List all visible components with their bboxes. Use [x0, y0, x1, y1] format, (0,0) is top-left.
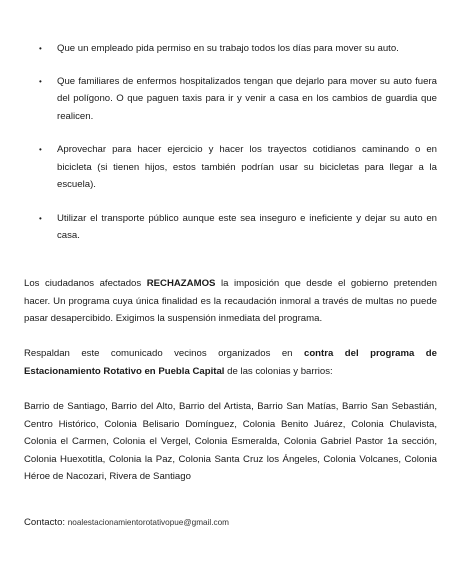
- bullet-text: Que un empleado pida permiso en su trabajo todos los días para mover su auto.: [57, 43, 399, 54]
- contact-line: [24, 514, 437, 532]
- support-text-end: de las colonias y barrios:: [224, 365, 333, 377]
- neighborhoods-list: Barrio de Santiago, Barrio del Alto, Barrio del Artista, Barrio San Matías, Barrio San Sebastián, Centro Histórico, Colonia Belisario Domínguez, Colonia Benito Juárez, Colonia Chulavista, Colonia el Carmen, Colonia el Vergel, Colonia Esmeralda, Colonia Gabriel Pastor 1a sección, Colonia Huexotitla, Colonia la Paz, Colonia Santa Cruz los Ángeles, Colonia Volcanes, Colonia Héroe de Nacozari, Rivera de Santiago: [24, 401, 437, 482]
- list-item: [39, 141, 437, 194]
- bullet-marker: •: [39, 145, 42, 154]
- bullet-text: Que familiares de enfermos hospitalizados tengan que dejarlo para mover su auto fuera del polígono. O que paguen taxis para ir y venir a casa en los cambios de guardia que realicen.: [57, 75, 437, 122]
- list-item: [39, 40, 437, 58]
- support-emphasis: contra del programa de Estacionamiento Rotativo en Puebla Capital: [24, 348, 437, 377]
- bullet-marker: •: [39, 44, 42, 53]
- list-item: [39, 73, 437, 126]
- contact-label: Contacto:: [24, 517, 66, 528]
- contact-email[interactable]: noalestacionamientorotativopue@gmail.com: [67, 518, 229, 527]
- rejection-text-start: Los ciudadanos afectados: [24, 278, 147, 289]
- rejection-text-end: la imposición que desde el gobierno pretenden hacer. Un programa cuya única finalidad es la recaudación inmoral a través de multas no puede pasar desapercibido. Exigimos la suspensión inmediata del programa.: [24, 278, 437, 324]
- bullet-marker: •: [39, 213, 42, 223]
- rejection-paragraph: [24, 275, 437, 328]
- bullet-text: Aprovechar para hacer ejercicio y hacer los trayectos cotidianos caminando o en bicicleta (si tienen hijos, estos también podrían usar su bicicletas para llegar a la escuela).: [57, 144, 437, 190]
- support-text-start: Respaldan este comunicado vecinos organizados en: [24, 348, 304, 359]
- rejection-emphasis: RECHAZAMOS: [146, 278, 216, 289]
- bullet-marker: •: [39, 76, 42, 86]
- bullet-text: Utilizar el transporte público aunque este sea inseguro e ineficiente y dejar su auto en casa.: [57, 212, 437, 241]
- bullet-list: [39, 40, 437, 261]
- list-item: [39, 210, 437, 245]
- support-paragraph: [24, 345, 437, 380]
